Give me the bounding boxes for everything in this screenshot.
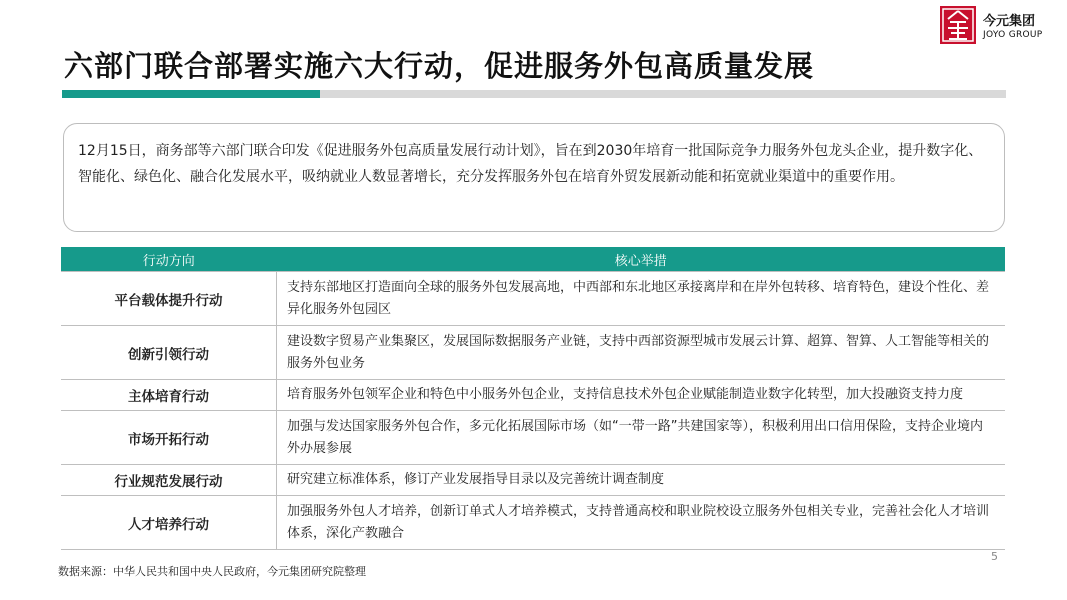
- table-row: [61, 272, 1005, 326]
- row-direction: 创新引领行动: [61, 326, 277, 380]
- source-note: 数据来源：中华人民共和国中央人民政府，今元集团研究院整理: [58, 565, 366, 578]
- table-row: [61, 465, 1005, 496]
- table-row: [61, 380, 1005, 411]
- row-direction: 市场开拓行动: [61, 411, 277, 465]
- row-direction: 平台载体提升行动: [61, 272, 277, 326]
- action-table: [61, 247, 1005, 550]
- row-measure: 加强与发达国家服务外包合作，多元化拓展国际市场（如“一带一路”共建国家等），积极利用出口信用保险，支持企业境内外办展参展: [277, 411, 1006, 465]
- company-logo: [940, 6, 1060, 46]
- intro-text-box: 12月15日，商务部等六部门联合印发《促进服务外包高质量发展行动计划》，旨在到2030年培育一批国际竞争力服务外包龙头企业，提升数字化、智能化、绿色化、融合化发展水平，吸纳就业人数显著增长，充分发挥服务外包在培育外贸发展新动能和拓宽就业渠道中的重要作用。: [63, 123, 1005, 232]
- logo-name-cn: 今元集团: [983, 14, 1036, 29]
- row-measure: 加强服务外包人才培养，创新订单式人才培养模式，支持普通高校和职业院校设立服务外包相关专业，完善社会化人才培训体系，深化产教融合: [277, 496, 1006, 550]
- row-direction: 人才培养行动: [61, 496, 277, 550]
- title-underline-accent: [62, 90, 320, 98]
- table-row: [61, 496, 1005, 550]
- row-measure: 培育服务外包领军企业和特色中小服务外包企业，支持信息技术外包企业赋能制造业数字化转型，加大投融资支持力度: [277, 380, 1006, 411]
- header-direction: 行动方向: [61, 247, 277, 272]
- page-title: 六部门联合部署实施六大行动，促进服务外包高质量发展: [64, 49, 815, 83]
- logo-name-en: JOYO GROUP: [983, 30, 1043, 40]
- row-measure: 研究建立标准体系，修订产业发展指导目录以及完善统计调查制度: [277, 465, 1006, 496]
- table-row: [61, 411, 1005, 465]
- table-row: [61, 326, 1005, 380]
- page-number: 5: [991, 550, 998, 563]
- row-direction: 行业规范发展行动: [61, 465, 277, 496]
- row-measure: 支持东部地区打造面向全球的服务外包发展高地，中西部和东北地区承接离岸和在岸外包转移、培育特色，建设个性化、差异化服务外包园区: [277, 272, 1006, 326]
- joyo-logo-icon: [940, 6, 976, 44]
- header-measure: 核心举措: [277, 247, 1006, 272]
- table-header-row: [61, 247, 1005, 272]
- row-measure: 建设数字贸易产业集聚区，发展国际数据服务产业链，支持中西部资源型城市发展云计算、超算、智算、人工智能等相关的服务外包业务: [277, 326, 1006, 380]
- row-direction: 主体培育行动: [61, 380, 277, 411]
